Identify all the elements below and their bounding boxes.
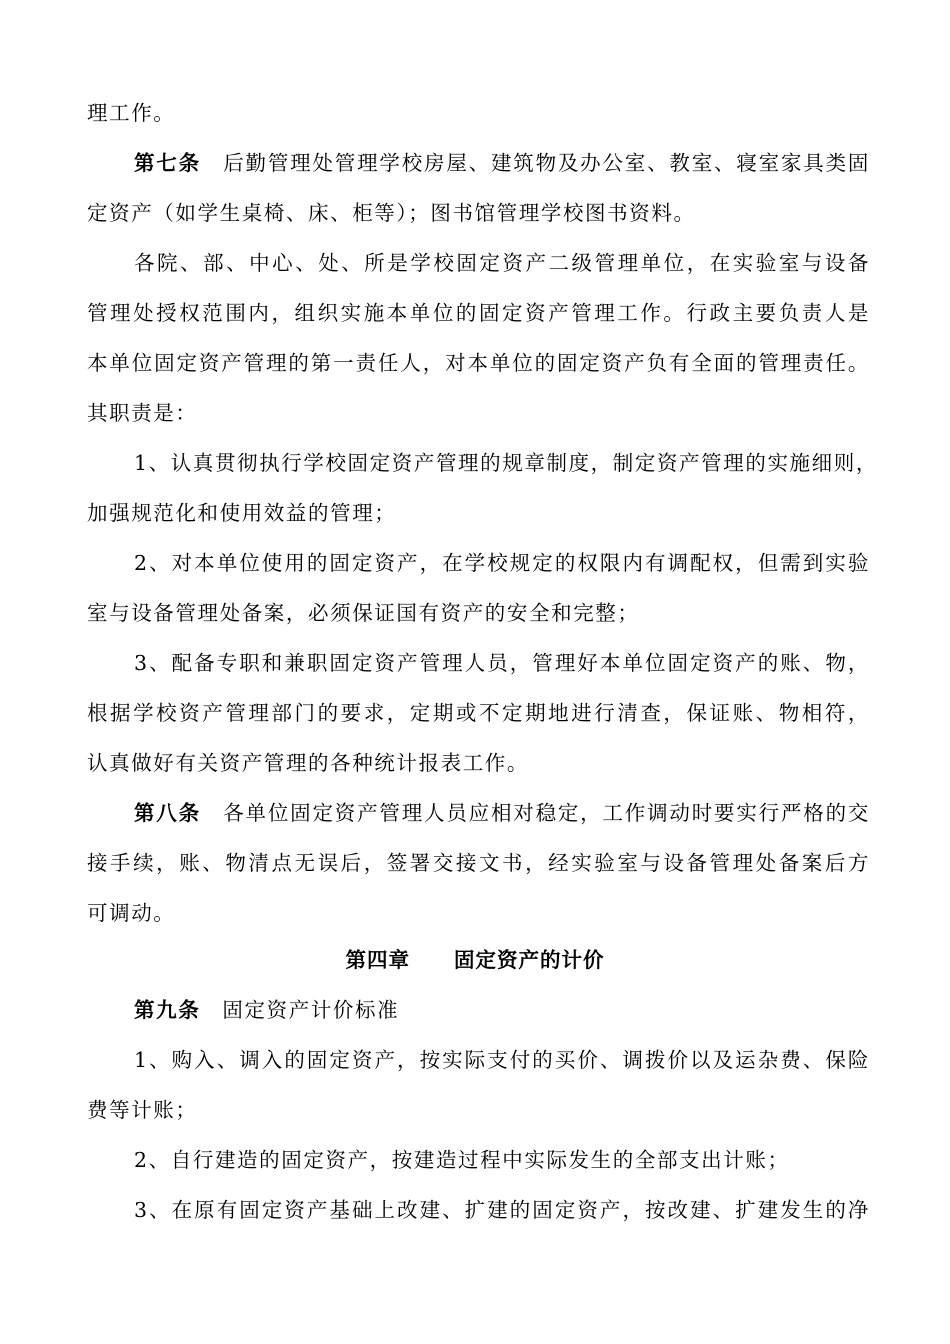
text-line: 接手续，账、物清点无误后，签署交接文书，经实验室与设备管理处备案后方 (87, 851, 870, 875)
text-line: 理工作。 (87, 101, 176, 125)
article-9-label: 第九条 (134, 998, 201, 1022)
article-7-label: 第七条 (134, 151, 201, 175)
chapter-number: 第四章 (345, 948, 410, 972)
text-line: 各院、部、中心、处、所是学校固定资产二级管理单位，在实验室与设备 (134, 251, 870, 275)
text-line: 1、认真贯彻执行学校固定资产管理的规章制度，制定资产管理的实施细则， (134, 451, 878, 475)
article-8-label: 第八条 (134, 801, 201, 825)
chapter-title: 固定资产的计价 (454, 948, 605, 972)
chapter-heading (0, 945, 950, 975)
text-line: 加强规范化和使用效益的管理； (87, 501, 397, 525)
text-line: 本单位固定资产管理的第一责任人，对本单位的固定资产负有全面的管理责任。 (87, 351, 870, 375)
text-line: 1、购入、调入的固定资产，按实际支付的买价、调拨价以及运杂费、保险 (134, 1048, 870, 1072)
text-line: 其职责是： (87, 401, 198, 425)
text-line: 根据学校资产管理部门的要求，定期或不定期地进行清查，保证账、物相符， (87, 701, 870, 725)
text-line: 管理处授权范围内，组织实施本单位的固定资产管理工作。行政主要负责人是 (87, 301, 870, 325)
article-7-line (134, 148, 870, 178)
text-line: 可调动。 (87, 901, 176, 925)
article-8-text: 各单位固定资产管理人员应相对稳定，工作调动时要实行严格的交 (223, 801, 870, 825)
article-8-line (134, 798, 870, 828)
text-line: 2、自行建造的固定资产，按建造过程中实际发生的全部支出计账； (134, 1148, 790, 1172)
text-line: 3、配备专职和兼职固定资产管理人员，管理好本单位固定资产的账、物， (134, 651, 870, 675)
text-line: 费等计账； (87, 1098, 198, 1122)
text-line: 3、在原有固定资产基础上改建、扩建的固定资产，按改建、扩建发生的净 (134, 1198, 870, 1222)
text-line: 室与设备管理处备案，必须保证国有资产的安全和完整； (87, 601, 640, 625)
article-9-text: 固定资产计价标准 (222, 998, 400, 1022)
text-line: 2、对本单位使用的固定资产，在学校规定的权限内有调配权，但需到实验 (134, 551, 870, 575)
article-7-text: 后勤管理处管理学校房屋、建筑物及办公室、教室、寝室家具类固 (223, 151, 870, 175)
text-line: 认真做好有关资产管理的各种统计报表工作。 (87, 751, 529, 775)
article-9-line (134, 995, 934, 1025)
text-line: 定资产（如学生桌椅、床、柜等）；图书馆管理学校图书资料。 (87, 201, 696, 225)
